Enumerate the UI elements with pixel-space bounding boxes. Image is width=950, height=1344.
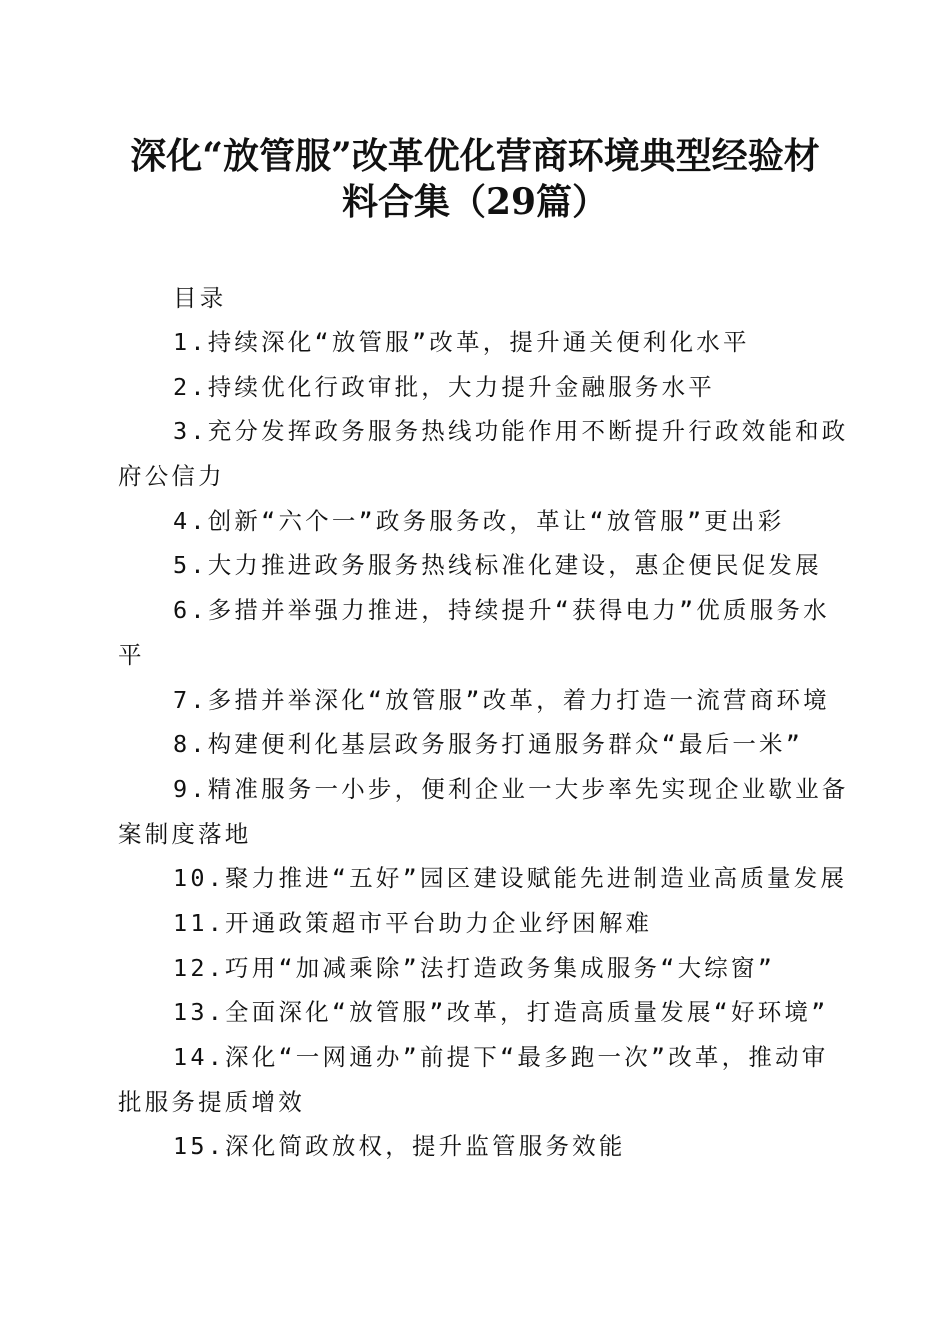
toc-item-text: 2.持续优化行政审批，大力提升金融服务水平 (173, 372, 715, 401)
toc-item-text: 11.开通政策超市平台助力企业纾困解难 (173, 908, 653, 937)
toc-item-text: 5.大力推进政务服务热线标准化建设，惠企便民促发展 (173, 551, 822, 580)
title-line-2: 料合集（29篇） (341, 181, 609, 223)
toc-item-text: 8.构建便利化基层政务服务打通服务群众“最后一米” (173, 730, 804, 759)
table-of-contents (118, 276, 849, 1169)
toc-item (118, 1035, 830, 1124)
toc-item-text-continued: 案制度落地 (118, 819, 252, 848)
toc-item-text: 4.创新“六个一”政务服务改，革让“放管服”更出彩 (173, 506, 785, 535)
toc-item-text: 6.多措并举强力推进，持续提升“获得电力”优质服务水 (173, 596, 830, 625)
toc-item-text: 1.持续深化“放管服”改革，提升通关便利化水平 (173, 328, 750, 356)
toc-item (118, 946, 830, 991)
toc-item (118, 365, 830, 410)
toc-item (118, 990, 830, 1035)
toc-item (118, 409, 849, 498)
toc-item (118, 856, 848, 901)
toc-list (118, 320, 849, 1169)
toc-item-text: 10.聚力推进“五好”园区建设赋能先进制造业高质量发展 (173, 864, 848, 893)
toc-item-text: 3.充分发挥政务服务热线功能作用不断提升行政效能和政 (173, 417, 849, 446)
toc-item (118, 543, 830, 588)
toc-item (118, 320, 830, 365)
toc-item (118, 678, 830, 723)
toc-item-text-continued: 批服务提质增效 (118, 1087, 305, 1116)
toc-item-text: 9.精准服务一小步，便利企业一大步率先实现企业歇业备 (173, 774, 849, 803)
document-title (118, 133, 832, 225)
title-line-1: 深化“放管服”改革优化营商环境典型经验材 (130, 135, 820, 177)
toc-item (118, 767, 849, 856)
toc-item-text: 13.全面深化“放管服”改革，打造高质量发展“好环境” (173, 998, 829, 1027)
toc-item (118, 722, 830, 767)
toc-item-text: 12.巧用“加减乘除”法打造政务集成服务“大综窗” (173, 953, 776, 982)
toc-item-text-continued: 府公信力 (118, 462, 225, 491)
toc-item-text: 15.深化简政放权，提升监管服务效能 (173, 1132, 626, 1161)
toc-item (118, 901, 830, 946)
toc-item-text-continued: 平 (118, 640, 145, 669)
toc-item-text: 14.深化“一网通办”前提下“最多跑一次”改革，推动审 (173, 1043, 829, 1071)
toc-item (118, 588, 830, 677)
toc-item (118, 499, 830, 544)
toc-item (118, 1124, 830, 1169)
toc-item-text: 7.多措并举深化“放管服”改革，着力打造一流营商环境 (173, 685, 830, 714)
toc-heading: 目录 (173, 284, 227, 312)
